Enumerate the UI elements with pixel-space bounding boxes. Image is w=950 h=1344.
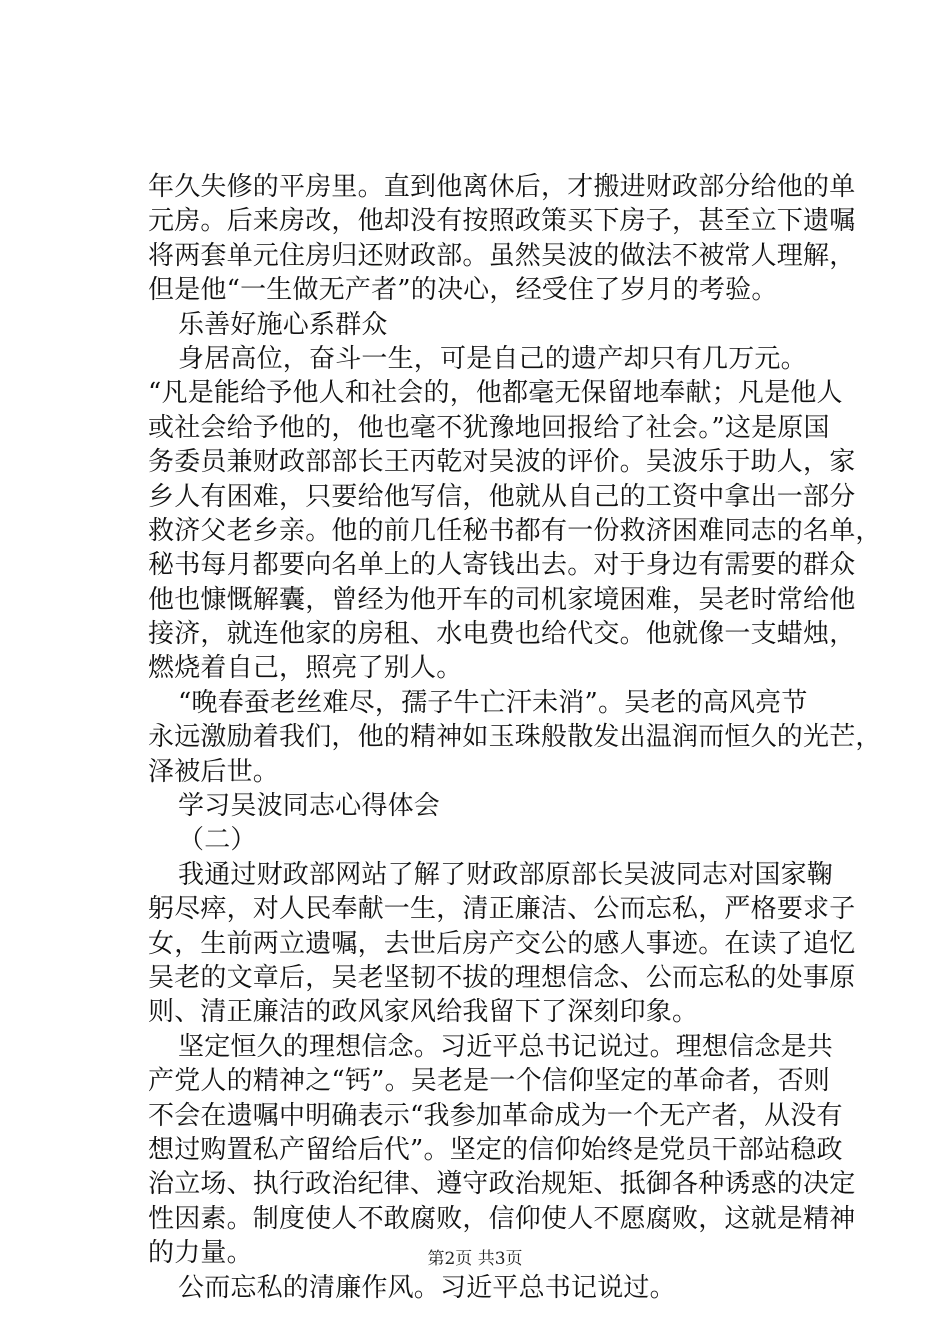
text-line: 坚定恒久的理想信念。习近平总书记说过。理想信念是共 xyxy=(178,1031,834,1062)
text-line: 学习吴波同志心得体会 xyxy=(178,791,441,822)
text-line: 接济，就连他家的房租、水电费也给代交。他就像一支蜡烛， xyxy=(148,619,856,650)
text-line: 将两套单元住房归还财政部。虽然吴波的做法不被常人理解， xyxy=(148,240,856,271)
document-body xyxy=(148,170,882,1305)
text-line: 公而忘私的清廉作风。习近平总书记说过。 xyxy=(178,1272,676,1303)
text-line: 性因素。制度使人不敢腐败，信仰使人不愿腐败，这就是精神 xyxy=(148,1203,856,1234)
text-line: 他也慷慨解囊，曾经为他开车的司机家境困难，吴老时常给他 xyxy=(148,584,856,615)
text-line: 永远激励着我们，他的精神如玉珠般散发出温润而恒久的光芒， xyxy=(148,722,882,753)
text-line: 但是他“一生做无产者”的决心，经受住了岁月的考验。 xyxy=(148,275,778,306)
text-line: 想过购置私产留给后代”。坚定的信仰始终是党员干部站稳政 xyxy=(148,1134,843,1165)
text-line: 或社会给予他的，他也毫不犹豫地回报给了社会。”这是原国 xyxy=(148,412,830,443)
text-line: 不会在遗嘱中明确表示“我参加革命成为一个无产者，从没有 xyxy=(148,1100,843,1131)
text-line: “晚春蚕老丝难尽，孺子牛亡汗未消”。吴老的高风亮节 xyxy=(178,687,808,718)
text-line: 治立场、执行政治纪律、遵守政治规矩、抵御各种诱惑的决定 xyxy=(148,1169,856,1200)
text-line: 年久失修的平房里。直到他离休后，才搬进财政部分给他的单 xyxy=(148,172,856,202)
text-line: 我通过财政部网站了解了财政部原部长吴波同志对国家鞠 xyxy=(178,859,834,890)
text-line: 救济父老乡亲。他的前几任秘书都有一份救济困难同志的名单， xyxy=(148,515,882,546)
text-line: 产党人的精神之“钙”。吴老是一个信仰坚定的革命者，否则 xyxy=(148,1066,830,1097)
text-line: 吴老的文章后，吴老坚韧不拔的理想信念、公而忘私的处事原 xyxy=(148,962,856,993)
text-line: 务委员兼财政部部长王丙乾对吴波的评价。吴波乐于助人，家 xyxy=(148,447,856,478)
text-line: 躬尽瘁，对人民奉献一生，清正廉洁、公而忘私，严格要求子 xyxy=(148,894,856,925)
text-line: 燃烧着自己，照亮了别人。 xyxy=(148,653,463,684)
text-line: 的力量。 xyxy=(148,1238,253,1269)
text-line: 身居高位，奋斗一生，可是自己的遗产却只有几万元。 xyxy=(178,343,807,374)
page-footer: 第2页 共3页 xyxy=(427,1249,523,1269)
text-line: 秘书每月都要向名单上的人寄钱出去。对于身边有需要的群众 xyxy=(148,550,856,581)
text-line: 则、清正廉洁的政风家风给我留下了深刻印象。 xyxy=(148,997,699,1028)
text-line: 乐善好施心系群众 xyxy=(178,309,388,340)
text-line: （二） xyxy=(178,825,257,856)
text-line: “凡是能给予他人和社会的，他都毫无保留地奉献；凡是他人 xyxy=(148,378,843,409)
text-line: 泽被后世。 xyxy=(148,756,280,787)
text-line: 乡人有困难，只要给他写信，他就从自己的工资中拿出一部分 xyxy=(148,481,856,512)
text-line: 女，生前两立遗嘱，去世后房产交公的感人事迹。在读了追忆 xyxy=(148,928,856,959)
text-line: 元房。后来房改，他却没有按照政策买下房子，甚至立下遗嘱 xyxy=(148,206,856,237)
